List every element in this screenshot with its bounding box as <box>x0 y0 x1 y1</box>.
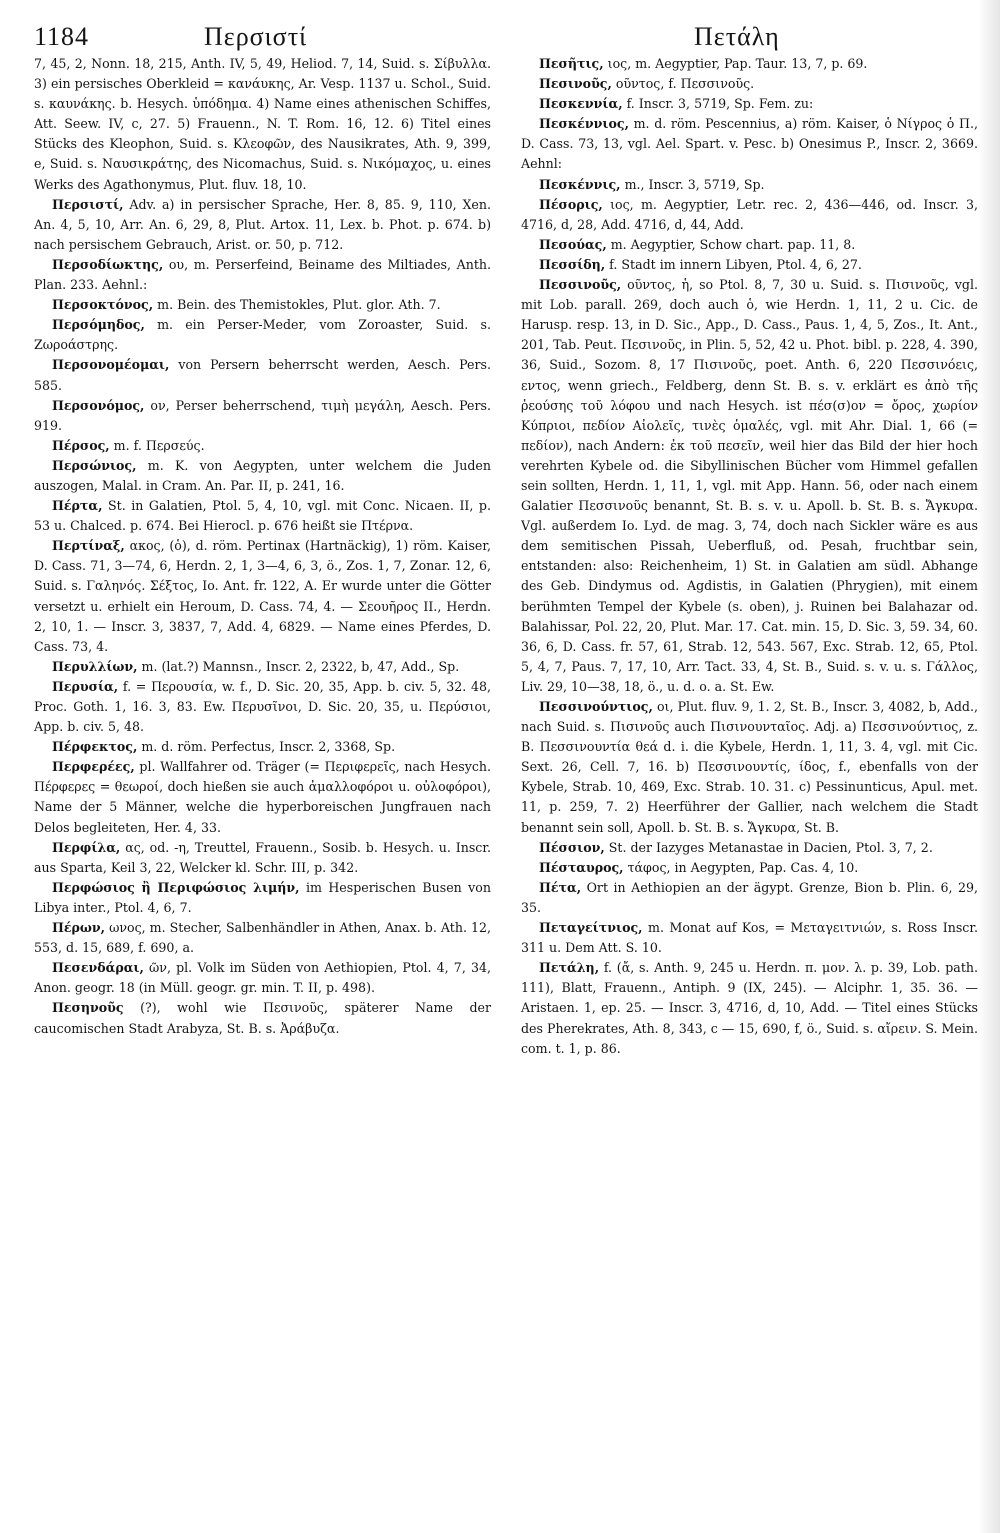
dictionary-entry <box>521 114 978 174</box>
entry-lemma: Πεσσινοῦς, <box>539 277 622 293</box>
dictionary-entry <box>34 255 491 295</box>
entry-lemma: Πεσῆτις, <box>539 56 604 71</box>
entry-text: ωνος, m. Stecher, Salbenhändler in Athen, Anax. b. Ath. 12, 553, d. 15, 689, f. 690, a. <box>34 920 491 956</box>
entry-lemma: Πέρτα, <box>52 498 103 514</box>
dictionary-entry <box>521 255 978 275</box>
entry-text: im Hesperischen Busen von Libya inter., Ptol. 4, 6, 7. <box>34 879 491 915</box>
entry-text: (?), wohl wie Πεσινοῦς, späterer Name der caucomischen Stadt Arabyza, St. B. s. Ἀράβυζα. <box>34 1000 491 1036</box>
entry-text: f. Stadt im innern Libyen, Ptol. 4, 6, 27. <box>605 256 862 272</box>
entry-text: 7, 45, 2, Nonn. 18, 215, Anth. IV, 5, 49, Heliod. 7, 14, Suid. s. Σίβυλλα. 3) ein persisches Oberkleid = κανάυκης, Ar. Vesp. 1137 u. Schol., Suid. s. καυνάκης. b. Hesych. ὑπόδημα. 4) Name eines athenischen Schiffes, Att. Seew. IV, c, 27. 5) Frauenn., N. T. Rom. 16, 12. 6) Titel eines Stücks des Kleophon, Suid. s. Κλεοφῶν, des Nausikrates, Ath. 9, 399, e, Suid. s. Ναυσικράτης, des Nicomachus, Suid. s. Νικόμαχος, u. eines Werks des Agathonymus, Plut. fluv. 18, 10. <box>34 56 491 192</box>
page-header <box>34 14 978 58</box>
dictionary-entry <box>521 878 978 918</box>
dictionary-entry <box>34 54 491 195</box>
entry-lemma: Περσονόμος, <box>52 397 145 413</box>
entry-text: m. K. von Aegypten, unter welchem die Juden auszogen, Malal. in Cram. An. Par. II, p. 241, 16. <box>34 457 491 493</box>
entry-lemma: Περσοδίωκτης, <box>52 256 164 272</box>
page-number: 1184 <box>34 22 90 51</box>
entry-text: f. (ἄ, s. Anth. 9, 245 u. Herdn. π. μον. λ. p. 39, Lob. path. 111), Blatt, Frauenn., Antiph. 9 (IX, 245). — Alciphr. 1, 35. 36. — Aristaen. 1, ep. 25. — Inscr. 3, 4716, d, 10, Add. — Titel eines Stücks des Pherekrates, Ath. 8, 343, c — 15, 690, f, ö., Suid. s. αἴρειν. S. Mein. com. t. 1, p. 86. <box>521 960 978 1056</box>
entry-lemma: Περσόμηδος, <box>52 317 145 333</box>
dictionary-entry <box>521 697 978 838</box>
entry-lemma: Πεσκεννία, <box>539 96 623 112</box>
entry-text: m. (lat.?) Mannsn., Inscr. 2, 2322, b, 47, Add., Sp. <box>137 658 460 674</box>
entry-lemma: Πεταγείτνιος, <box>539 920 643 936</box>
entry-text: τάφος, in Aegypten, Pap. Cas. 4, 10. <box>623 859 859 875</box>
dictionary-entry <box>34 355 491 395</box>
entry-lemma: Περσοκτόνος, <box>52 297 154 313</box>
entry-lemma: Πεσκέννιος, <box>539 116 629 132</box>
entry-lemma: Πεσσίδη, <box>539 256 606 272</box>
entry-text: Ort in Aethiopien an der ägypt. Grenze, Bion b. Plin. 6, 29, 35. <box>521 879 978 915</box>
dictionary-entry <box>34 918 491 958</box>
dictionary-entry <box>34 536 491 657</box>
entry-text: ας, od. -η, Treuttel, Frauenn., Sosib. b. Hesych. u. Inscr. aus Sparta, Keil 3, 22, Welcker kl. Schr. III, p. 342. <box>34 839 491 875</box>
entry-text: f. = Περουσία, w. f., D. Sic. 20, 35, App. b. civ. 5, 32. 48, Proc. Goth. 1, 16. 3, 83. Ew. Περυσῖνοι, D. Sic. 20, 35, u. Περύσιοι, App. b. civ. 5, 48. <box>34 678 491 735</box>
text-columns <box>34 54 978 1525</box>
entry-lemma: Περυλλίων, <box>52 658 138 674</box>
entry-text: St. in Galatien, Ptol. 5, 4, 10, vgl. mit Conc. Nicaen. II, p. 53 u. Chalced. p. 674. Bei Hierocl. p. 676 heißt sie Πτέρνα. <box>34 498 491 534</box>
entry-lemma: Περυσία, <box>52 678 119 694</box>
entry-lemma: Πέσορις, <box>539 196 603 212</box>
entry-text: οῦντος, ἡ, so Ptol. 8, 7, 30 u. Suid. s. Πισινοῦς, vgl. mit Lob. parall. 269, doch auch ὁ, wie Herdn. 1, 11, 2 u. Cic. de Harusp. resp. 13, in D. Sic., App., D. Cass., Paus. 1, 4, 5, Zos., It. Ant., 201, Tab. Peut. Πεσινοῦς, in Plin. 5, 52, 42 u. Phot. bibl. p. 228, 4. 390, 36, Suid., Sozom. 8, 17 Πισινοῦς, poet. Anth. 6, 220 Πεσσινόεις, εντος, wenn griech., Feldberg, denn St. B. s. v. erklärt es ἀπὸ τῆς ῥεούσης τοῦ λόφου und nach Hesych. ist πέσ(σ)ον = ὄρος, χωρίον Κύπριοι, πεδίον Αἰολεῖς, τινὲς ὁμαλές, vgl. mit Ahr. Dial. 1, 66 (= πεδίον), nach Andern: ἐκ τοῦ πεσεῖν, weil hier das Bild der hier hoch verehrten Kybele od. die Sibyllinischen Bücher vom Himmel gefallen sein sollten, Herdn. 1, 11, 1, vgl. mit App. Hann. 56, oder nach einem Galatier Πεσσινοῦς benannt, St. B. s. v. u. Apoll. b. St. B. s. Ἄγκυρα. Vgl. außerdem Io. Lyd. de mag. 3, 74, doch nach Sickler wäre es aus dem semitischen Pissah, Ueberfluß, od. Pesah, fruchtbar sein, entstanden: also: Reichenheim, 1) St. in Galatien am südl. Abhange des Geb. Dindymus od. Agdistis, in Galatien (Phrygien), mit einem berühmten Tempel der Kybele (s. oben), j. Ruinen bei Balahazar od. Balahissar, Pol. 22, 20, Plut. Mar. 17. Cat. min. 15, D. Sic. 3, 59. 34, 60. 36, 6, D. Cass. fr. 57, 61, Strab. 12, 543. 567, Exc. Strab. 12, 65, Ptol. 5, 4, 7, Paus. 7, 17, 10, Arr. Tact. 33, 4, St. B., Suid. s. v. u. s. Γάλλος, Liv. 29, 10—38, 18, ö., u. d. o. a. St. Ew. <box>521 277 978 694</box>
entry-lemma: Πεσενδάραι, <box>52 960 144 976</box>
dictionary-entry <box>521 175 978 195</box>
entry-text: m. Aegyptier, Schow chart. pap. 11, 8. <box>606 236 856 252</box>
entry-lemma: Περσονομέομαι, <box>52 357 170 373</box>
dictionary-entry <box>34 757 491 837</box>
entry-text: ῶν, pl. Volk im Süden von Aethiopien, Ptol. 4, 7, 34, Anon. geogr. 18 (in Müll. geogr. gr. min. T. II, p. 498). <box>34 960 491 996</box>
dictionary-entry <box>521 195 978 235</box>
right-column <box>521 54 978 1525</box>
entry-lemma: Πεσσινούντιος, <box>539 699 653 714</box>
entry-lemma: Πετάλη, <box>539 960 600 976</box>
dictionary-entry <box>521 54 978 74</box>
entry-text: m. Bein. des Themistokles, Plut. glor. Ath. 7. <box>153 297 441 313</box>
entry-text: m. d. röm. Perfectus, Inscr. 2, 3368, Sp. <box>137 739 396 755</box>
dictionary-entry <box>521 958 978 1058</box>
entry-text: f. Inscr. 3, 5719, Sp. Fem. zu: <box>622 96 814 112</box>
entry-text: οῦντος, f. Πεσσινοῦς. <box>611 76 755 92</box>
dictionary-entry <box>34 436 491 456</box>
entry-text: von Persern beherrscht werden, Aesch. Pers. 585. <box>34 357 491 393</box>
dictionary-entry <box>34 657 491 677</box>
dictionary-entry <box>34 958 491 998</box>
dictionary-entry <box>521 275 978 697</box>
dictionary-entry <box>34 295 491 315</box>
dictionary-entry <box>521 858 978 878</box>
entry-text: Adv. a) in persischer Sprache, Her. 8, 85. 9, 110, Xen. An. 4, 5, 10, Arr. An. 6, 29, 8, Plut. Artox. 11, Lex. b. Phot. p. 674. b) nach persischem Gebrauch, Arist. or. 50, p. 712. <box>34 196 491 252</box>
entry-lemma: Περσώνιος, <box>52 457 137 473</box>
dictionary-entry <box>521 235 978 255</box>
entry-lemma: Περφίλα, <box>52 839 121 855</box>
entry-lemma: Περφερέες, <box>52 759 135 775</box>
page-edge-shadow <box>978 0 1000 1533</box>
entry-lemma: Περτίναξ, <box>52 538 125 554</box>
entry-lemma: Πέτα, <box>539 879 582 895</box>
entry-lemma: Πέρσος, <box>52 437 110 453</box>
entry-text: m. ein Perser-Meder, vom Zoroaster, Suid. s. Ζωροάστρης. <box>34 317 491 353</box>
dictionary-entry <box>34 496 491 536</box>
dictionary-entry <box>34 878 491 918</box>
dictionary-entry <box>34 396 491 436</box>
entry-lemma: Περσιστί, <box>52 196 124 212</box>
dictionary-entry <box>521 94 978 114</box>
entry-lemma: Πεσκέννις, <box>539 176 621 192</box>
dictionary-entry <box>34 315 491 355</box>
dictionary-entry <box>521 838 978 858</box>
dictionary-entry <box>34 737 491 757</box>
entry-text: ου, m. Perserfeind, Beiname des Miltiades, Anth. Plan. 233. Aehnl.: <box>34 256 491 293</box>
entry-lemma: Πεσινοῦς, <box>539 76 612 92</box>
entry-lemma: Περφώσιος ἢ Περιφώσιος λιμήν, <box>52 879 300 895</box>
left-headword: Περσιστί <box>204 22 308 51</box>
entry-text: m. d. röm. Pescennius, a) röm. Kaiser, ὁ Νίγρος ὁ Π., D. Cass. 73, 13, vgl. Ael. Spart. v. Pesc. b) Onesimus P., Inscr. 2, 3669. Aehnl: <box>521 116 978 172</box>
entry-text: ακος, (ὁ), d. röm. Pertinax (Hartnäckig), 1) röm. Kaiser, D. Cass. 71, 3—74, 6, Herdn. 2, 1, 3—4, 6, 3, ö., Zos. 1, 7, Zonar. 12, 6, Suid. s. Γαληνός. Σέξτος, Io. Ant. fr. 122, A. Er wurde unter die Götter versetzt u. erhielt ein Heroum, D. Cass. 74, 4. — Σεουῆρος II., Herdn. 2, 10, 1. — Inscr. 3, 3837, 7, Add. 4, 6829. — Name eines Pferdes, D. Cass. 73, 4. <box>34 538 491 654</box>
entry-text: m. f. Περσεύς. <box>109 437 205 453</box>
entry-text: ον, Perser beherrschend, τιμὴ μεγάλη, Aesch. Pers. 919. <box>34 397 491 433</box>
entry-text: οι, Plut. fluv. 9, 1. 2, St. B., Inscr. 3, 4082, b, Add., nach Suid. s. Πισινοῦς auch Πισινουνταῖος. Adj. a) Πεσσινούντιος, z. B. Πεσσινουντία θεά d. i. die Kybele, Herdn. 1, 11, 3. 4, vgl. mit Cic. Sext. 26, Cell. 7, 16. b) Πεσσινουντίς, ίδος, f., ebenfalls von der Kybele, Strab. 10, 469, Exc. Strab. 10. 31. c) Pessinunticus, Apul. met. 11, p. 259, 7. 2) Heerführer der Gallier, nach welchem die Stadt benannt sein soll, Apoll. b. St. B. s. Ἄγκυρα, St. B. <box>521 699 978 835</box>
entry-lemma: Πέσσιον, <box>539 839 605 855</box>
dictionary-entry <box>34 195 491 255</box>
entry-lemma: Πέρων, <box>52 920 106 936</box>
entry-text: ιος, m. Aegyptier, Pap. Taur. 13, 7, p. 69. <box>603 56 868 71</box>
entry-text: pl. Wallfahrer od. Träger (= Περιφερεῖς, nach Hesych. Πέρφερες = θεωροί, doch hießen sie auch ἀμαλλοφόροι u. οὐλοφόροι), Name der 5 Männer, welche die hyperboreischen Jungfrauen nach Delos begleiteten, Her. 4, 33. <box>34 759 491 835</box>
entry-lemma: Πέσταυρος, <box>539 859 624 875</box>
dictionary-entry <box>34 998 491 1038</box>
dictionary-entry <box>521 918 978 958</box>
entry-text: ιος, m. Aegyptier, Letr. rec. 2, 436—446, od. Inscr. 3, 4716, d, 28, Add. 4716, d, 44, Add. <box>521 196 978 232</box>
dictionary-entry <box>34 456 491 496</box>
dictionary-entry <box>34 677 491 737</box>
dictionary-entry <box>521 74 978 94</box>
entry-text: m. Monat auf Kos, = Μεταγειτνιών, s. Ross Inscr. 311 u. Dem Att. S. 10. <box>521 920 978 956</box>
entry-lemma: Πεσούας, <box>539 236 607 252</box>
entry-text: m., Inscr. 3, 5719, Sp. <box>620 176 765 192</box>
entry-text: St. der Iazyges Metanastae in Dacien, Ptol. 3, 7, 2. <box>604 839 933 855</box>
entry-lemma: Πέρφεκτος, <box>52 739 138 755</box>
right-headword: Πετάλη <box>694 22 780 51</box>
left-column <box>34 54 491 1525</box>
entry-lemma: Πεσηνοῦς <box>52 1000 124 1016</box>
dictionary-entry <box>34 838 491 878</box>
